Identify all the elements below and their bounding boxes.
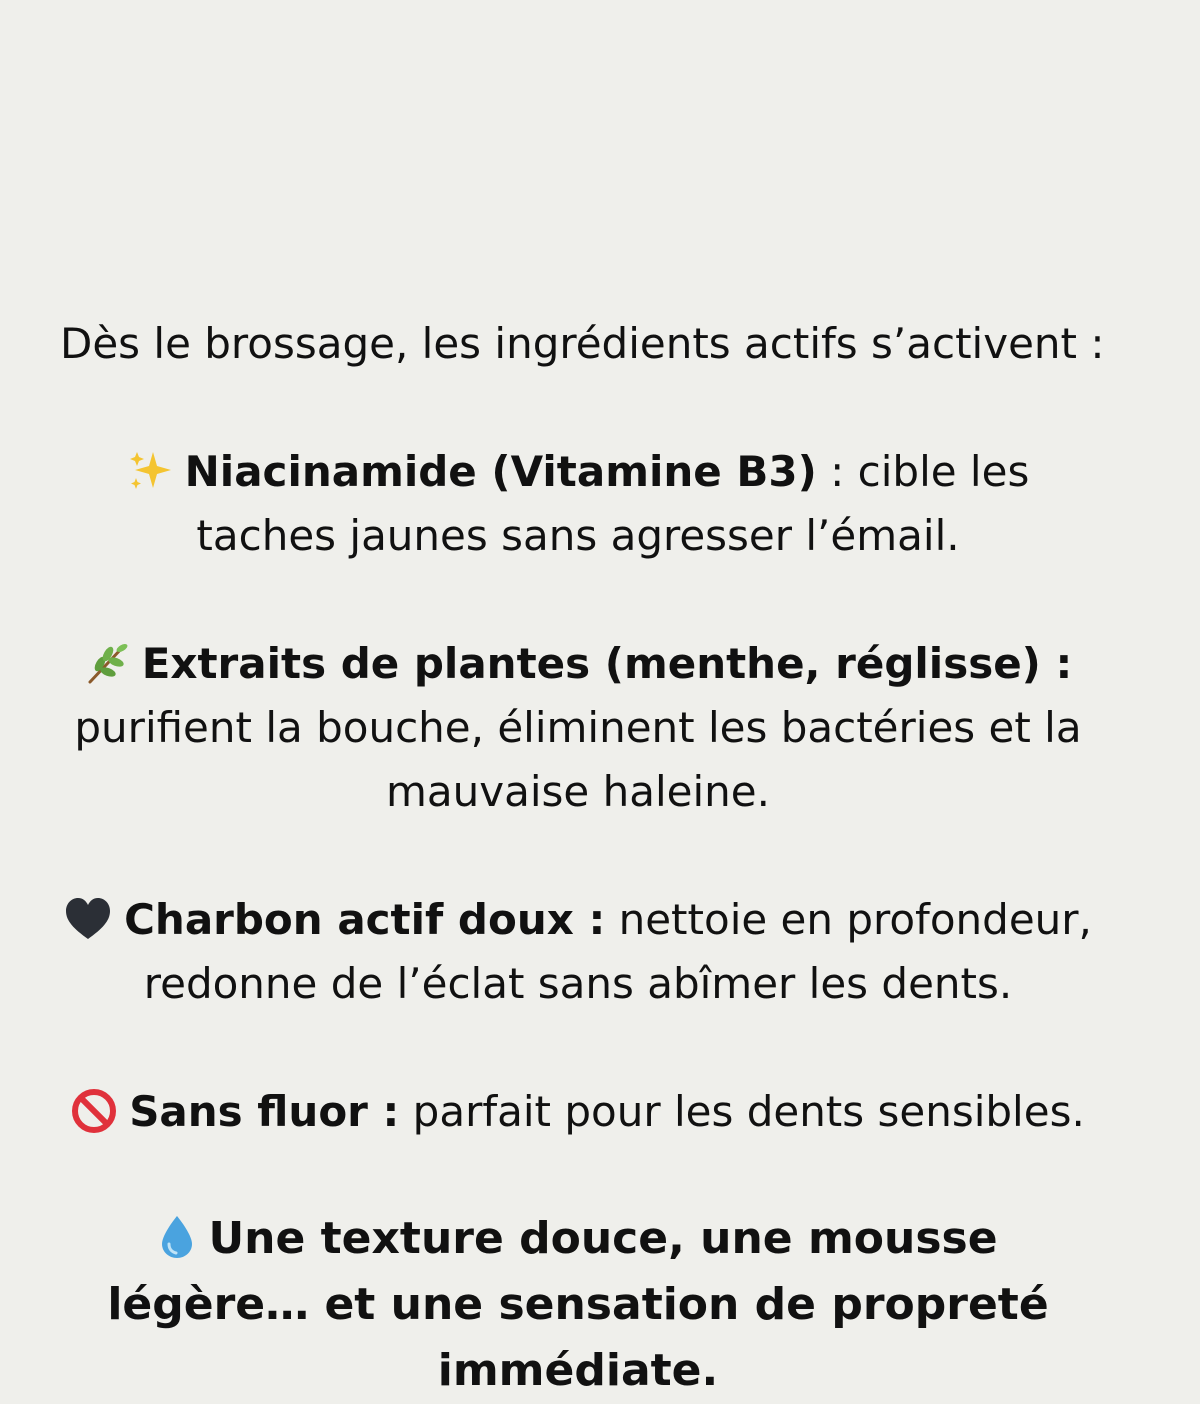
closing-statement-text: Une texture douce, une mousse légère… et une sensation de propreté immédiate. xyxy=(107,1213,1049,1396)
ingredient-fluoride-free-text: parfait pour les dents sensibles. xyxy=(399,1087,1085,1136)
ingredient-plant-extracts-title: Extraits de plantes (menthe, réglisse) : xyxy=(141,639,1073,688)
prohibited-icon xyxy=(71,1088,117,1134)
ingredient-fluoride-free-title: Sans fluor : xyxy=(129,1087,400,1136)
ingredient-niacinamide-text: : cible les taches jaunes sans agresser l’émail. xyxy=(196,447,1030,560)
sparkles-icon xyxy=(127,448,173,494)
ingredient-niacinamide xyxy=(60,440,1096,568)
content xyxy=(60,312,1105,1404)
droplet-icon xyxy=(158,1214,196,1260)
herb-icon xyxy=(84,640,130,686)
black-heart-icon xyxy=(64,897,112,941)
intro-text: Dès le brossage, les ingrédients actifs s’activent : xyxy=(60,319,1105,368)
ingredient-charcoal-text: nettoie en profondeur, redonne de l’éclat sans abîmer les dents. xyxy=(143,895,1092,1008)
ingredient-niacinamide-title: Niacinamide (Vitamine B3) xyxy=(184,447,817,496)
ingredient-fluoride-free xyxy=(60,1080,1096,1144)
closing-statement xyxy=(60,1206,1096,1404)
ingredient-plant-extracts xyxy=(60,632,1096,824)
ingredient-charcoal-title: Charbon actif doux : xyxy=(124,895,606,944)
ingredient-plant-extracts-text: purifient la bouche, éliminent les bactéries et la mauvaise haleine. xyxy=(74,703,1082,816)
ingredient-charcoal xyxy=(60,888,1096,1016)
